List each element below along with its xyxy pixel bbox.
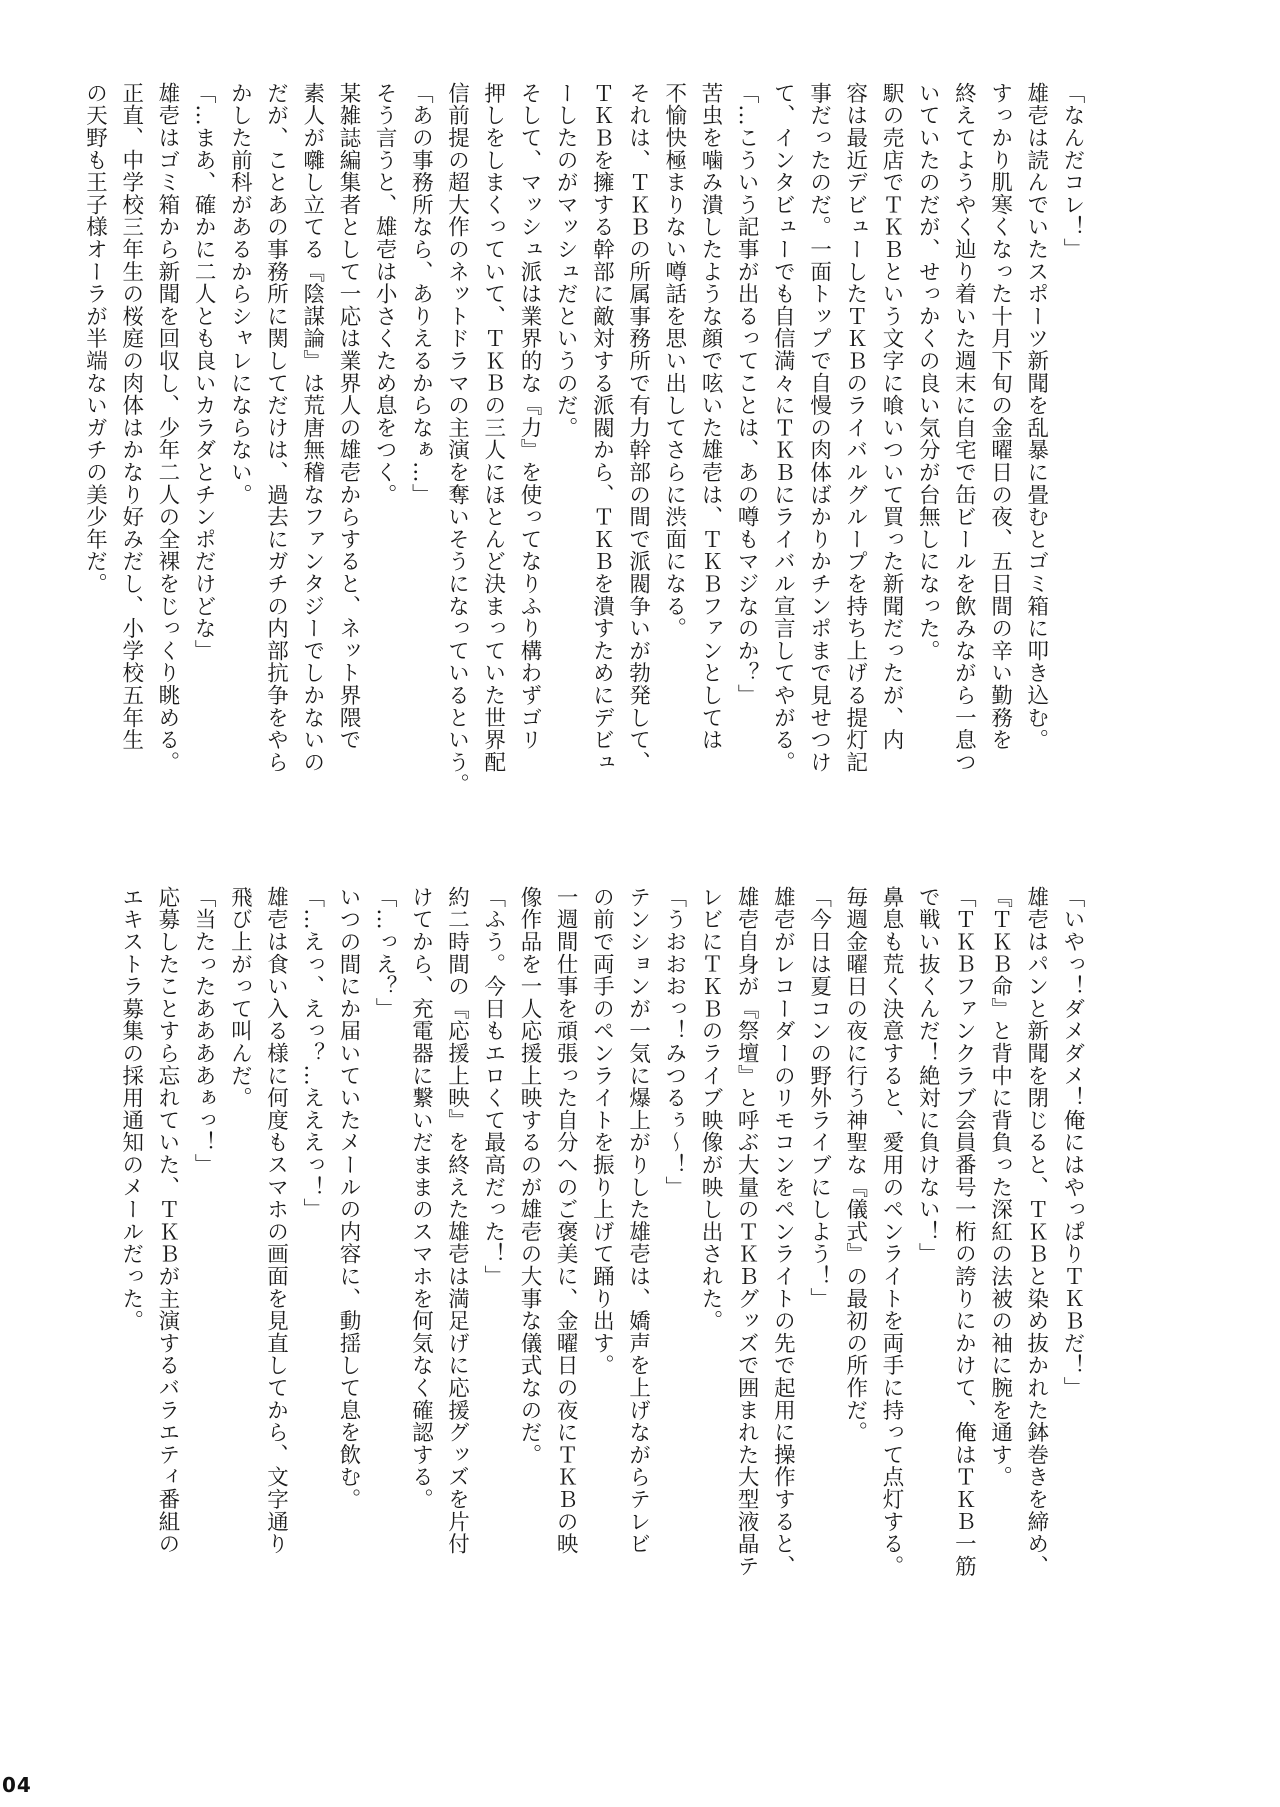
text-line: だが、ことあの事務所に関してだけは、過去にガチの内部抗争をやら [263,82,289,774]
text-line: 「うおおおっ！みつるぅ〜！」 [661,886,687,1199]
text-line: 「あの事務所なら、ありえるからなぁ…」 [408,82,434,506]
text-line: 像作品を一人応援上映するのが雄壱の大事な儀式なのだ。 [516,886,542,1466]
text-line: 一週間仕事を頑張った自分へのご褒美に、金曜日の夜にＴＫＢの映 [553,886,579,1555]
text-line: 「…こういう記事が出るってことは、あの噂もマジなのか？」 [734,82,760,707]
text-line: 「なんだコレ！」 [1060,82,1085,261]
text-line: 約二時間の『応援上映』を終えた雄壱は満足げに応援グッズを片付 [444,886,470,1555]
text-line: 『ＴＫＢ命』と背中に背負った深紅の法被の袖に腕を通す。 [987,886,1013,1489]
text-line: 「…まあ、確かに二人とも良いカラダとチンポだけどな」 [191,82,217,662]
text-line: 駅の売店でＴＫＢという文字に喰いついて買った新聞だったが、内 [878,82,904,751]
text-line: ＴＫＢを擁する幹部に敵対する派閥から、ＴＫＢを潰すためにデビュ [589,82,615,774]
text-line: そして、マッシュ派は業界的な『力』を使ってなりふり構わずゴリ [516,82,542,751]
text-line: 雄壱はゴミ箱から新聞を回収し、少年二人の全裸をじっくり眺める。 [154,82,180,774]
text-line: 雄壱はパンと新聞を閉じると、ＴＫＢと染め抜かれた鉢巻きを締め、 [1023,886,1049,1578]
text-line: ーしたのがマッシュだというのだ。 [553,82,579,439]
text-line: かした前科があるからシャレにならない。 [227,82,253,506]
text-line: の天野も王子様オーラが半端ないガチの美少年だ。 [82,82,108,595]
text-line: テンションが一気に爆上がりした雄壱は、嬌声を上げながらテレビ [625,886,651,1555]
text-line: 「今日は夏コンの野外ライブにしよう！」 [806,886,832,1310]
text-line: 某雑誌編集者として一応は業界人の雄壱からすると、ネット界隈で [335,82,361,751]
text-line: 終えてようやく辿り着いた週末に自宅で缶ビールを飲みながら一息つ [951,82,977,774]
text-line: そう言うと、雄壱は小さくため息をつく。 [372,82,398,506]
text-line: で戦い抜くんだ！絶対に負けない！」 [915,886,941,1266]
text-line: 「…えっ、えっ？…えええっ！」 [299,886,325,1221]
text-line: 「ＴＫＢファンクラブ会員番号一桁の誇りにかけて、俺はＴＫＢ一筋 [951,886,977,1578]
text-line: 雄壱は読んでいたスポーツ新聞を乱暴に畳むとゴミ箱に叩き込む。 [1023,82,1049,751]
text-line: 苦虫を噛み潰したような顔で呟いた雄壱は、ＴＫＢファンとしては [697,82,723,751]
text-line: 飛び上がって叫んだ。 [227,886,253,1109]
text-line: 雄壱がレコーダーのリモコンをペンライトの先で起用に操作すると、 [770,886,796,1578]
text-line: いつの間にか届いていたメールの内容に、動揺して息を飲む。 [335,886,361,1511]
page-number: 04 [2,1773,32,1797]
text-line: 「…っえ？」 [372,886,398,1020]
text-line: の前で両手のペンライトを振り上げて踊り出す。 [589,886,615,1377]
text-line: 毎週金曜日の夜に行う神聖な『儀式』の最初の所作だ。 [842,886,868,1444]
text-block-bottom [118,886,1090,1706]
text-line: 雄壱は食い入る様に何度もスマホの画面を見直してから、文字通り [263,886,289,1555]
text-line: 鼻息も荒く決意すると、愛用のペンライトを両手に持って点灯する。 [878,886,904,1578]
text-line: 応募したことすら忘れていた、ＴＫＢが主演するバラエティ番組の [154,886,180,1555]
text-line: 容は最近デビューしたＴＫＢのライバルグループを持ち上げる提灯記 [842,82,868,774]
text-line: けてから、充電器に繋いだままのスマホを何気なく確認する。 [408,886,434,1511]
text-line: 不愉快極まりない噂話を思い出してさらに渋面になる。 [661,82,687,640]
text-line: それは、ＴＫＢの所属事務所で有力幹部の間で派閥争いが勃発して、 [625,82,651,774]
text-line: 事だったのだ。一面トップで自慢の肉体ばかりかチンポまで見せつけ [806,82,832,774]
text-line: 雄壱自身が『祭壇』と呼ぶ大量のＴＫＢグッズで囲まれた大型液晶テ [734,886,760,1578]
text-line: 「ふう。今日もエロくて最高だった！」 [480,886,506,1288]
text-line: いていたのだが、せっかくの良い気分が台無しになった。 [915,82,941,662]
text-line: 「いやっ！ダメダメ！俺にはやっぱりＴＫＢだ！」 [1060,886,1085,1399]
text-block-top [82,82,1090,872]
text-line: て、インタビューでも自信満々にＴＫＢにライバル宣言してやがる。 [770,82,796,774]
text-line: 正直、中学校三年生の桜庭の肉体はかなり好みだし、小学校五年生 [118,82,144,751]
text-line: すっかり肌寒くなった十月下旬の金曜日の夜、五日間の辛い勤務を [987,82,1013,751]
text-line: 素人が囃し立てる『陰謀論』は荒唐無稽なファンタジーでしかないの [299,82,325,774]
text-line: エキストラ募集の採用通知のメールだった。 [118,886,144,1332]
text-line: レビにＴＫＢのライブ映像が映し出された。 [697,886,723,1332]
text-line: 「当たったああああぁっ！」 [191,886,217,1176]
text-line: 信前提の超大作のネットドラマの主演を奪いそうになっているという。 [444,82,470,796]
text-line: 押しをしまくっていて、ＴＫＢの三人にほとんど決まっていた世界配 [480,82,506,774]
